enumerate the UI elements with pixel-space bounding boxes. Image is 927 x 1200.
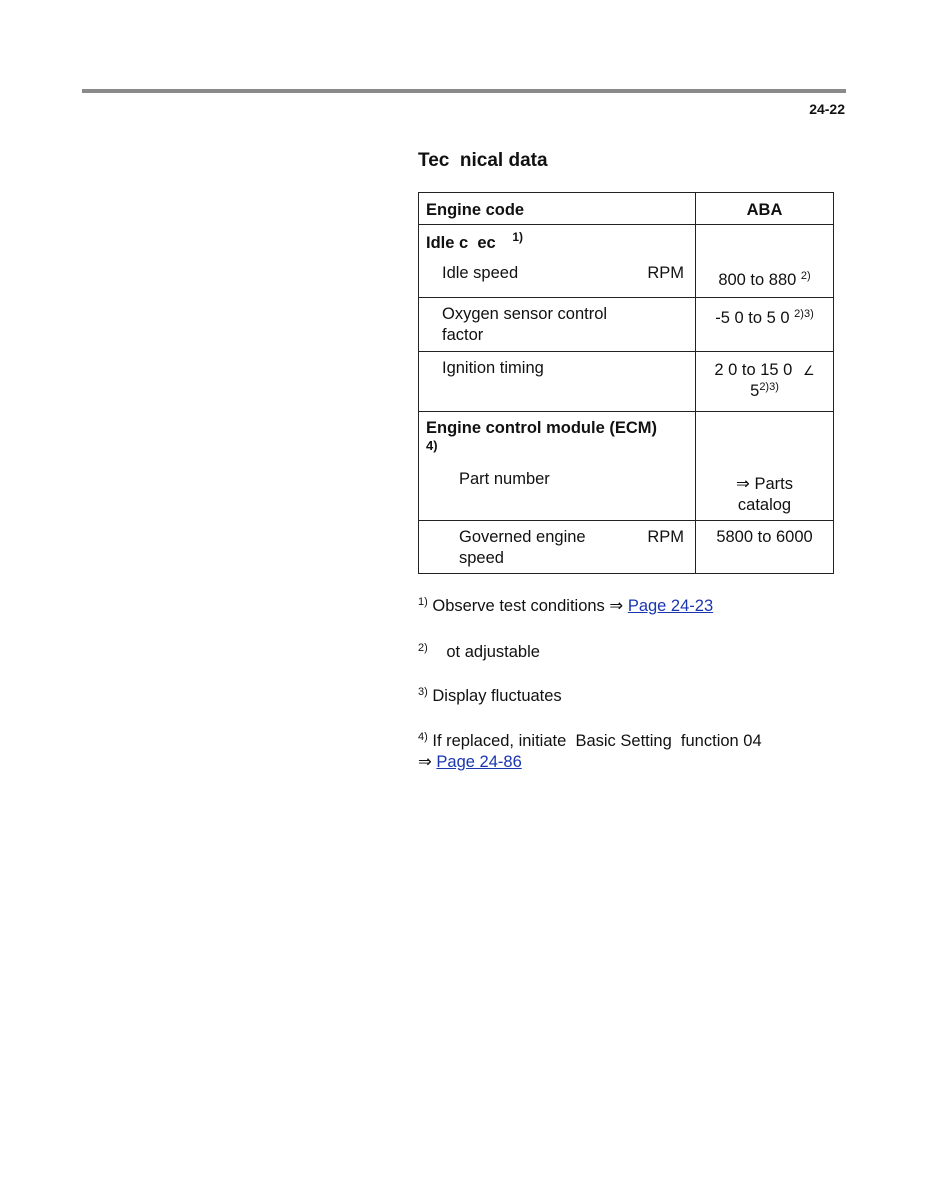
idle-speed-value: 800 to 880 bbox=[718, 271, 797, 289]
idle-group-title: Idle c ec bbox=[426, 234, 496, 252]
page-24-23-link[interactable]: Page 24-23 bbox=[627, 597, 714, 615]
idle-speed-label: Idle speed bbox=[442, 264, 519, 282]
idle-group-head bbox=[419, 225, 695, 254]
footnote-3-text: Display fluctuates bbox=[432, 687, 562, 705]
ignition-timing-value: 2 0 to 15 0 bbox=[714, 361, 793, 379]
footnote-2 bbox=[418, 642, 540, 663]
arrow-right-icon: ⇒ bbox=[418, 753, 432, 771]
footnote-4-text: If replaced, initiate Basic Setting function 04 bbox=[432, 732, 762, 750]
footnote-2-text: ot adjustable bbox=[446, 643, 540, 661]
oxygen-sensor-row bbox=[419, 298, 834, 352]
part-number-label: Part number bbox=[459, 470, 550, 488]
ignition-timing-row bbox=[419, 352, 834, 412]
footnote-3 bbox=[418, 686, 562, 707]
footnote-1-mark: 1) bbox=[418, 596, 428, 608]
page-number: 24-22 bbox=[809, 101, 845, 117]
footnote-4-mark: 4) bbox=[418, 731, 428, 743]
engine-code-value: ABA bbox=[696, 193, 834, 225]
footnote-1 bbox=[418, 596, 713, 617]
governed-speed-row bbox=[419, 521, 834, 574]
footnote-4 bbox=[418, 731, 762, 773]
section-title: Tec nical data bbox=[418, 150, 548, 171]
oxygen-sensor-note: 2)3) bbox=[794, 308, 814, 320]
idle-speed-value-cell bbox=[696, 225, 833, 291]
oxygen-sensor-label: Oxygen sensor control factor bbox=[442, 305, 608, 344]
table-header-row bbox=[419, 193, 834, 225]
ecm-group-head bbox=[419, 412, 695, 453]
ignition-timing-label: Ignition timing bbox=[442, 359, 544, 377]
governed-speed-value: 5800 to 6000 bbox=[716, 528, 813, 546]
footnote-3-mark: 3) bbox=[418, 686, 428, 698]
ecm-group-row bbox=[419, 412, 834, 521]
oxygen-sensor-value: -5 0 to 5 0 bbox=[715, 309, 790, 327]
idle-group-note: 1) bbox=[512, 230, 523, 244]
ignition-timing-value-cont: 5 bbox=[750, 382, 760, 400]
idle-speed-unit: RPM bbox=[647, 264, 684, 282]
ecm-group-note: 4) bbox=[426, 438, 438, 453]
technical-data-table bbox=[418, 192, 834, 574]
ignition-timing-note: 2)3) bbox=[759, 381, 779, 393]
oxygen-sensor-value-cell bbox=[696, 298, 833, 329]
idle-speed-note: 2) bbox=[800, 270, 811, 282]
governed-speed-label: Governed engine speed bbox=[459, 528, 586, 567]
idle-speed-row bbox=[419, 254, 695, 284]
governed-speed-unit: RPM bbox=[647, 528, 684, 546]
ecm-group-title: Engine control module (ECM) bbox=[426, 419, 657, 437]
idle-group-row bbox=[419, 225, 834, 298]
angle-icon: ∠ bbox=[802, 363, 815, 378]
engine-code-label: Engine code bbox=[419, 193, 696, 225]
part-number-value: ⇒ Parts catalog bbox=[736, 475, 793, 514]
header-rule bbox=[82, 89, 846, 93]
page-24-86-link[interactable]: Page 24-86 bbox=[436, 753, 522, 771]
footnote-2-mark: 2) bbox=[418, 642, 428, 654]
ignition-timing-value-cell bbox=[696, 352, 833, 402]
footnote-1-text: Observe test conditions ⇒ bbox=[432, 597, 624, 615]
